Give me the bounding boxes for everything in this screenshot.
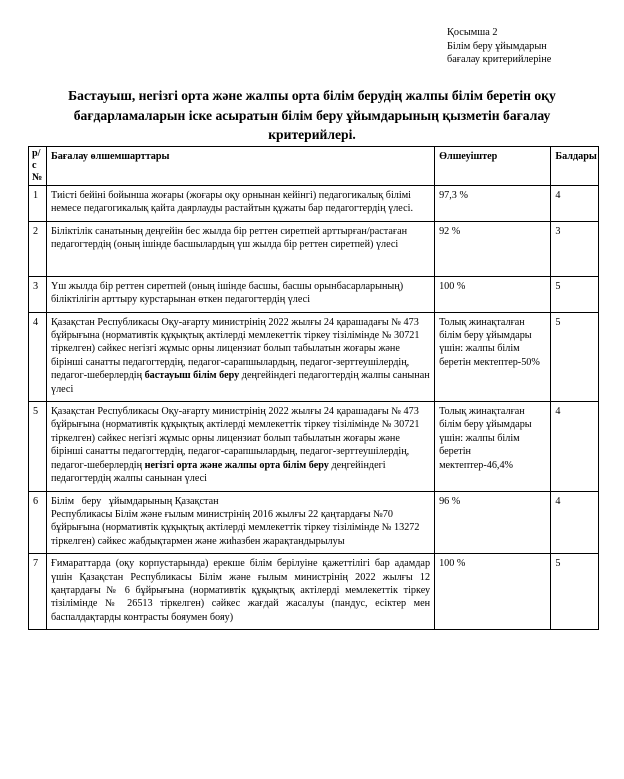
row-number: 1 [29,186,47,222]
table-row [29,312,599,401]
row-criterion [46,312,434,401]
row-criterion: Тиісті бейіні бойынша жоғары (жоғары оқу орнынан кейінгі) педагогикалық білімі немесе педагогикалық қайта даярлауды растайтын құжаты бар педагогтердің үлесі. [46,186,434,222]
row-measure: 100 % [435,276,551,312]
row-points: 5 [551,312,599,401]
row-criterion-text: Қазақстан Республикасы Оқу-ағарту министрінің 2022 жылғы 24 қарашадағы № 473 бұйрығына (нормативтік құқықтық актілерді мемлекеттік тіркеу тізілімінде № 30721 тіркелген) сәйкес негізгі жұмыс орны лицензиат болып табылатын жоғары және бірінші санатты педагогтердің, педагог-сарапшылардың, педагог-зерттеушілердің, педагог-шеберлердің [50,406,420,471]
header-number-line2: № [32,172,43,183]
annex-line: бағалау критерийлеріне [447,54,552,65]
table-row [29,554,599,630]
row-number: 4 [29,312,47,401]
header-points: Балдары [551,147,599,186]
table-row [29,491,599,554]
row-criterion: Үш жылда бір реттен сиретпей (оның ішінде басшы, басшы орынбасарларының) біліктілігін арттыру курстарынан өткен педагогтердің үлесі [46,276,434,312]
row-points: 5 [551,554,599,630]
document-title: Бастауыш, негізгі орта және жалпы орта білім берудің жалпы білім беретін оқу бағдарламаларын іске асыратын білім беру ұйымдарының қызметін бағалау критерийлері. [68,88,556,142]
row-number: 2 [29,221,47,276]
row-measure: 100 % [435,554,551,630]
table-row [29,221,599,276]
row-measure: 97,3 % [435,186,551,222]
header-indicator: Бағалау өлшемшарттары [46,147,434,186]
row-number: 3 [29,276,47,312]
row-criterion-text: Республикасы Білім және ғылым министрінің 2016 жылғы 22 қаңтардағы №70 бұйрығына (нормативтік құқықтық актілерді мемлекеттік тіркеу тізілімінде № 13272 тіркелген) сәйкес жабдықтармен және жиһазбен жарақтандырылуы [50,508,420,547]
row-criterion: Біліктілік санатының деңгейін бес жылда бір реттен сиретпей арттырған/растаған педагогтердің (оның ішінде басшылардың үш жылда бір реттен сиретпей) үлесі [46,221,434,276]
row-measure: 92 % [435,221,551,276]
row-number: 6 [29,491,47,554]
row-points: 4 [551,402,599,491]
row-points: 5 [551,276,599,312]
annex-line: Білім беру ұйымдарын [447,40,547,52]
row-criterion-emphasis: бастауыш білім беру [144,370,240,382]
header-number-line1: р/с [32,148,41,171]
row-criterion-line: Білім беру ұйымдарының Қазақстан [50,495,219,507]
row-criterion: Ғимараттарда (оқу корпустарында) ерекше білім берілуіне қажеттілігі бар адамдар үшін Қазақстан Республикасы Білім және ғылым министрінің 2022 жылғы 12 қаңтардағы № 6 бұйрығына (нормативтік құқықтық актілерді мемлекеттік тіркеу тізілімінде № 26513 тіркелген) сәйкес жағдай жасалуы (пандус, есіктер мен баспалдақтарды контрасты бояумен бояу) [46,554,434,630]
row-points: 4 [551,491,599,554]
row-points: 4 [551,186,599,222]
header-measure: Өлшеуіштер [435,147,551,186]
table-row [29,276,599,312]
row-measure: Толық жинақталған білім беру ұйымдары үшін: жалпы білім беретін мектептер-50% [435,312,551,401]
annex-reference [447,26,617,67]
row-criterion-text: деңгейіндегі педагогтердің жалпы санынан үлесі [50,370,430,395]
row-criterion [46,491,434,554]
row-measure: Толық жинақталған білім беру ұйымдары үшін: жалпы білім беретін мектептер-46,4% [435,402,551,491]
row-number: 7 [29,554,47,630]
row-points: 3 [551,221,599,276]
table-row [29,186,599,222]
criteria-table [28,146,599,630]
row-criterion-text: Қазақстан Республикасы Оқу-ағарту министрінің 2022 жылғы 24 қарашадағы № 473 бұйрығына (нормативтік құқықтық актілерді мемлекеттік тіркеу тізілімінде № 30721 тіркелген) сәйкес негізгі жұмыс орны лицензиат болып табылатын жоғары және бірінші санатты педагогтердің, педагог-сарапшылардың, педагог-зерттеушілердің, педагог-шеберлердің [50,316,420,382]
row-criterion [46,402,434,491]
row-criterion-text: деңгейіндегі педагогтердің жалпы санынан үлесі [50,459,386,485]
row-number: 5 [29,402,47,491]
table-row [29,402,599,491]
table-header-row [29,147,599,186]
header-number [29,147,47,186]
annex-line: Қосымша 2 [447,27,498,38]
row-criterion-emphasis: негізгі орта және жалпы орта білім беру [144,459,329,471]
row-measure: 96 % [435,491,551,554]
